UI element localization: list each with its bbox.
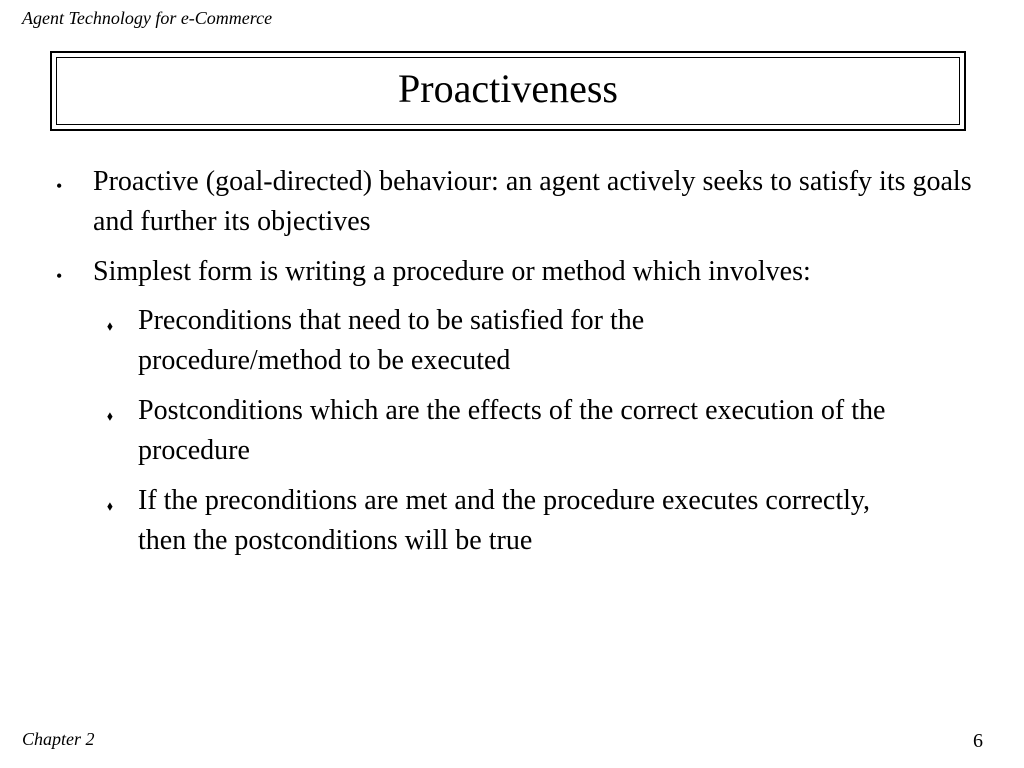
bullet-marker: •	[56, 176, 63, 196]
course-title: Agent Technology for e-Commerce	[22, 8, 273, 28]
sub-bullet-text: Preconditions that need to be satisfied for the procedure/method to be executed	[138, 305, 645, 376]
bullet-marker: •	[56, 266, 63, 286]
sub-bullet-marker: ⬧	[107, 318, 113, 333]
title-frame	[50, 51, 966, 131]
sub-bullet-marker: ⬧	[107, 408, 113, 423]
sub-bullet-text: If the preconditions are met and the procedure executes correctly, then the postconditions will be true	[138, 485, 871, 556]
title-frame-inner	[56, 57, 960, 125]
sub-bullet-text: Postconditions which are the effects of the correct execution of the procedure	[138, 395, 886, 466]
bullet-text: Simplest form is writing a procedure or method which involves:	[93, 256, 811, 287]
sub-bullet-marker: ⬧	[107, 498, 113, 513]
bullet-text: Proactive (goal-directed) behaviour: an agent actively seeks to satisfy its goals and further its objectives	[93, 166, 972, 237]
page-number: 6	[973, 730, 983, 752]
chapter-label: Chapter 2	[22, 729, 95, 749]
slide-title: Proactiveness	[398, 66, 618, 111]
